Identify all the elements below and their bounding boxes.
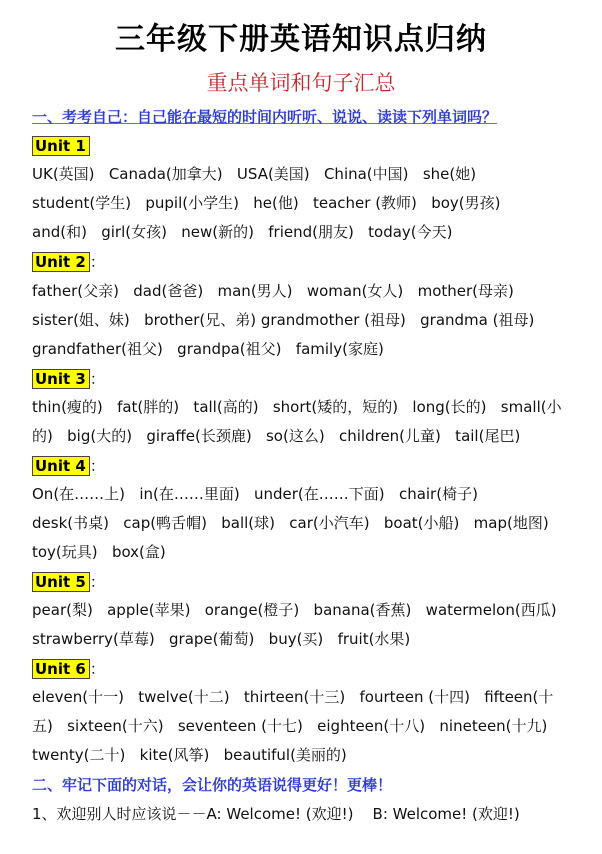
unit-heading-2: Unit 2 ： bbox=[32, 252, 105, 272]
vocab-line: 的) big(大的) giraffe(长颈鹿) so(这么) children(儿童) tail(尾巴) bbox=[32, 427, 521, 445]
page-title: 三年级下册英语知识点归纳 bbox=[115, 22, 487, 57]
unit-heading-3: Unit 3 ： bbox=[32, 369, 105, 389]
unit-heading-4: Unit 4 ： bbox=[32, 456, 105, 476]
vocab-line: On(在……上) in(在……里面) under(在……下面) chair(椅子) bbox=[32, 485, 478, 503]
vocab-line: sister(姐、妹) brother(兄、弟) grandmother (祖母) grandma (祖母) bbox=[32, 311, 535, 329]
unit-label: Unit 1 bbox=[32, 136, 90, 156]
section-heading-1: 一、考考自己：自己能在最短的时间内听听、说说、读读下列单词吗？ bbox=[32, 108, 498, 126]
vocab-line: twenty(二十) kite(风筝) beautiful(美丽的) bbox=[32, 746, 347, 764]
unit-label: Unit 4 bbox=[32, 456, 90, 476]
vocab-line: UK(英国) Canada(加拿大) USA(美国) China(中国) she(她) bbox=[32, 165, 477, 183]
unit-label: Unit 6 bbox=[32, 659, 90, 679]
vocab-line: 五) sixteen(十六) seventeen (十七) eighteen(十八) nineteen(十九) bbox=[32, 717, 548, 735]
unit-heading-1 bbox=[32, 136, 90, 156]
vocab-line: pear(梨) apple(苹果) orange(橙子) banana(香蕉) watermelon(西瓜) bbox=[32, 601, 557, 619]
vocab-line: father(父亲) dad(爸爸) man(男人) woman(女人) mother(母亲) bbox=[32, 282, 514, 300]
unit-label: Unit 2 bbox=[32, 252, 90, 272]
dialog-line: 1、欢迎别人时应该说－－A: Welcome! (欢迎!) B: Welcome! (欢迎!) bbox=[32, 805, 520, 823]
unit-label: Unit 3 bbox=[32, 369, 90, 389]
vocab-line: strawberry(草莓) grape(葡萄) buy(买) fruit(水果) bbox=[32, 630, 411, 648]
vocab-line: grandfather(祖父) grandpa(祖父) family(家庭) bbox=[32, 340, 384, 358]
vocab-line: thin(瘦的) fat(胖的) tall(高的) short(矮的，短的) long(长的) small(小 bbox=[32, 398, 562, 416]
unit-label: Unit 5 bbox=[32, 572, 90, 592]
vocab-line: student(学生) pupil(小学生) he(他) teacher (教师) boy(男孩) bbox=[32, 194, 501, 212]
vocab-line: eleven(十一) twelve(十二) thirteen(十三) fourteen (十四) fifteen(十 bbox=[32, 688, 554, 706]
vocab-line: toy(玩具) box(盒) bbox=[32, 543, 166, 561]
unit-heading-5: Unit 5 ： bbox=[32, 572, 105, 592]
section-heading-2: 二、牢记下面的对话，会让你的英语说得更好！更棒！ bbox=[32, 776, 393, 794]
page-subtitle: 重点单词和句子汇总 bbox=[206, 71, 396, 95]
unit-heading-6: Unit 6 ： bbox=[32, 659, 105, 679]
vocab-line: desk(书桌) cap(鸭舌帽) ball(球) car(小汽车) boat(小船) map(地图) bbox=[32, 514, 549, 532]
vocab-line: and(和) girl(女孩) new(新的) friend(朋友) today(今天) bbox=[32, 223, 453, 241]
